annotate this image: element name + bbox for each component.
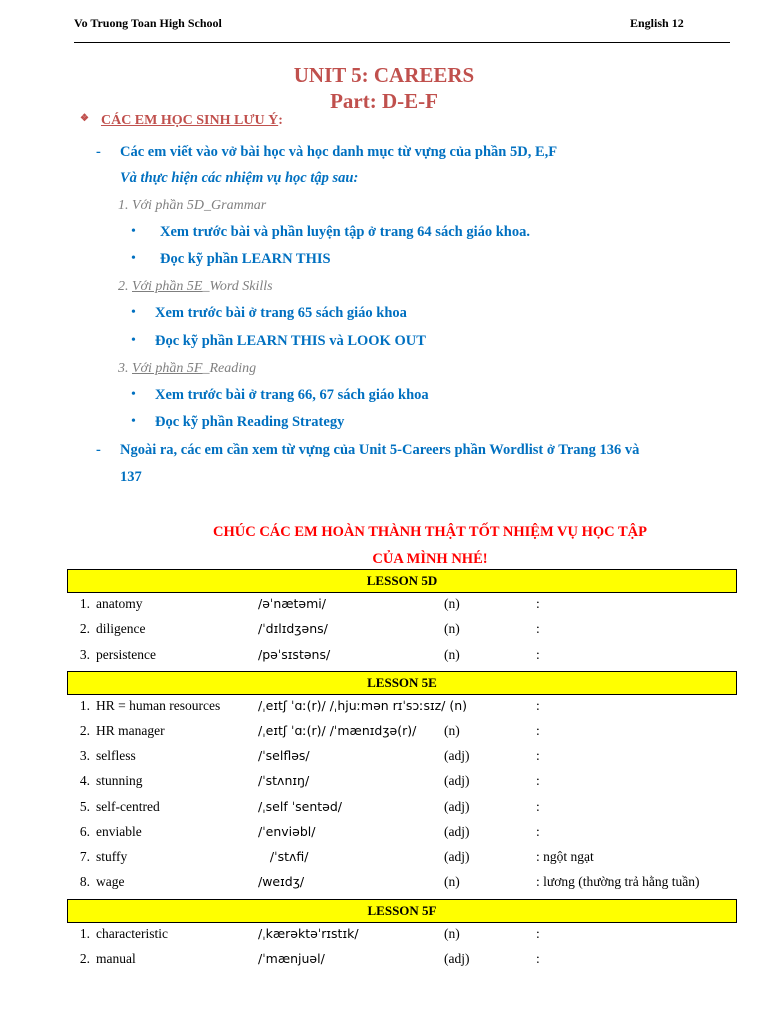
vocab-word: anatomy [96, 596, 143, 611]
task-1-number: 1. [118, 198, 129, 213]
vocab-meaning: : [536, 951, 540, 966]
school-name: Vo Truong Toan High School [74, 16, 222, 30]
vocab-meaning: : [536, 621, 540, 636]
vocab-ipa: /ˌeɪtʃ ˈɑː(r)/ /ˌhjuːmən rɪˈsɔːsɪz/ (n) [258, 698, 468, 713]
vocab-meaning: : [536, 647, 540, 662]
task-3-number: 3. [118, 361, 129, 376]
row-number: 1. [79, 926, 90, 941]
vocab-word: wage [96, 874, 125, 889]
vocab-pos: (n) [444, 723, 460, 738]
vocab-row [0, 926, 768, 946]
vocab-pos: (n) [444, 596, 460, 611]
vocab-pos: (n) [444, 926, 460, 941]
vocab-ipa: /weɪdʒ/ [258, 874, 305, 889]
row-number: 6. [79, 824, 90, 839]
vocab-row [0, 596, 768, 616]
vocab-row [0, 621, 768, 641]
vocab-pos: (adj) [444, 849, 470, 864]
header-divider [74, 42, 730, 43]
bullet-icon: • [131, 387, 136, 402]
task-3-heading [118, 361, 256, 377]
vocab-word: HR = human resources [96, 698, 221, 713]
task-2-bullet-2: Đọc kỹ phần LEARN THIS và LOOK OUT [155, 333, 426, 349]
vocab-word: stuffy [96, 849, 128, 864]
row-number: 8. [79, 874, 90, 889]
vocab-word: stunning [96, 773, 143, 788]
row-number: 1. [79, 698, 90, 713]
task-1-heading [118, 198, 266, 214]
vocab-row [0, 951, 768, 971]
subject-name: English 12 [630, 16, 684, 30]
row-number: 2. [79, 951, 90, 966]
task-1-bullet-2: Đọc kỹ phần LEARN THIS [160, 251, 331, 267]
vocab-meaning: : lương (thường trả hằng tuần) [536, 874, 700, 889]
vocab-pos: (n) [444, 647, 460, 662]
vocab-ipa: /ˈselfləs/ [258, 748, 310, 763]
bullet-icon: • [131, 224, 136, 239]
closing-line-2: CỦA MÌNH NHÉ! [372, 551, 488, 567]
notice-label: CÁC EM HỌC SINH LƯU Ý [100, 113, 279, 128]
extra-line-1: Ngoài ra, các em cần xem từ vựng của Unit 5-Careers phần Wordlist ở Trang 136 và [120, 442, 640, 458]
vocab-word: selfless [96, 748, 136, 763]
vocab-pos: (adj) [444, 951, 470, 966]
instruction-line-1: Các em viết vào vở bài học và học danh mục từ vựng của phần 5D, E,F [120, 144, 558, 160]
lesson-5f-header: LESSON 5F [67, 899, 737, 923]
vocab-meaning: : [536, 926, 540, 941]
vocab-ipa: /ˌkærəktəˈrɪstɪk/ [258, 926, 359, 941]
notice-heading [80, 113, 283, 129]
task-3-label-rest: _Reading [202, 361, 257, 376]
vocab-row [0, 773, 768, 793]
vocab-word: manual [96, 951, 136, 966]
row-number: 7. [79, 849, 90, 864]
task-2-number: 2. [118, 279, 129, 294]
vocab-meaning: : [536, 773, 540, 788]
vocab-meaning: : [536, 596, 540, 611]
dash-marker: - [96, 144, 101, 160]
vocab-pos: (adj) [444, 824, 470, 839]
instruction-line-2: Và thực hiện các nhiệm vụ học tập sau: [120, 170, 359, 186]
lesson-5e-header: LESSON 5E [67, 671, 737, 695]
bullet-icon: • [131, 333, 136, 348]
notice-colon: : [278, 113, 283, 128]
vocab-word: characteristic [96, 926, 168, 941]
diamond-bullet-icon: ❖ [80, 113, 89, 124]
row-number: 2. [79, 621, 90, 636]
task-3-bullet-2: Đọc kỹ phần Reading Strategy [155, 414, 345, 430]
vocab-pos: (n) [444, 621, 460, 636]
vocab-ipa: /ˌself ˈsentəd/ [258, 799, 342, 814]
vocab-ipa: /ˈstʌfi/ [258, 849, 309, 864]
task-2-bullet-1: Xem trước bài ở trang 65 sách giáo khoa [155, 305, 407, 321]
task-1-label: Với phần 5D_Grammar [132, 198, 267, 213]
bullet-icon: • [131, 414, 136, 429]
vocab-word: persistence [96, 647, 156, 662]
vocab-meaning: : [536, 799, 540, 814]
vocab-ipa: /ˈstʌnɪŋ/ [258, 773, 310, 788]
vocab-row [0, 799, 768, 819]
row-number: 2. [79, 723, 90, 738]
task-3-bullet-1: Xem trước bài ở trang 66, 67 sách giáo khoa [155, 387, 429, 403]
vocab-row [0, 849, 768, 869]
unit-title: UNIT 5: CAREERS [293, 63, 475, 87]
vocab-ipa: /ˌeɪtʃ ˈɑː(r)/ /ˈmænɪdʒə(r)/ [258, 723, 417, 738]
dash-marker: - [96, 442, 101, 458]
closing-line-1: CHÚC CÁC EM HOÀN THÀNH THẬT TỐT NHIỆM VỤ HỌC TẬP [213, 524, 647, 540]
vocab-row [0, 748, 768, 768]
vocab-row [0, 698, 768, 718]
task-2-label-rest: _Word Skills [202, 279, 273, 294]
vocab-meaning: : [536, 698, 540, 713]
row-number: 3. [79, 748, 90, 763]
part-title: Part: D-E-F [330, 89, 438, 113]
task-2-heading [118, 279, 273, 295]
task-1-bullet-1: Xem trước bài và phần luyện tập ở trang 64 sách giáo khoa. [160, 224, 530, 240]
vocab-word: enviable [96, 824, 142, 839]
lesson-5d-header: LESSON 5D [67, 569, 737, 593]
vocab-row [0, 874, 768, 894]
vocab-word: self-centred [96, 799, 160, 814]
vocab-meaning: : ngột ngạt [536, 849, 594, 864]
page-header [74, 16, 730, 32]
vocab-meaning: : [536, 723, 540, 738]
vocab-word: diligence [96, 621, 146, 636]
row-number: 5. [79, 799, 90, 814]
vocab-ipa: /əˈnætəmi/ [258, 596, 326, 611]
vocab-ipa: /ˈdɪlɪdʒəns/ [258, 621, 328, 636]
vocab-word: HR manager [96, 723, 165, 738]
vocab-meaning: : [536, 748, 540, 763]
extra-line-2: 137 [120, 469, 142, 485]
vocab-pos: (adj) [444, 799, 470, 814]
row-number: 1. [79, 596, 90, 611]
vocab-pos: (n) [444, 874, 460, 889]
vocab-ipa: /pəˈsɪstəns/ [258, 647, 331, 662]
task-3-label: Với phần 5F [132, 361, 203, 376]
vocab-row [0, 824, 768, 844]
vocab-meaning: : [536, 824, 540, 839]
row-number: 4. [79, 773, 90, 788]
vocab-ipa: /ˈenviəbl/ [258, 824, 316, 839]
vocab-ipa: /ˈmænjuəl/ [258, 951, 325, 966]
bullet-icon: • [131, 305, 136, 320]
vocab-row [0, 647, 768, 667]
vocab-pos: (adj) [444, 773, 470, 788]
row-number: 3. [79, 647, 90, 662]
bullet-icon: • [131, 251, 136, 266]
task-2-label: Với phần 5E [132, 279, 203, 294]
vocab-row [0, 723, 768, 743]
vocab-pos: (adj) [444, 748, 470, 763]
